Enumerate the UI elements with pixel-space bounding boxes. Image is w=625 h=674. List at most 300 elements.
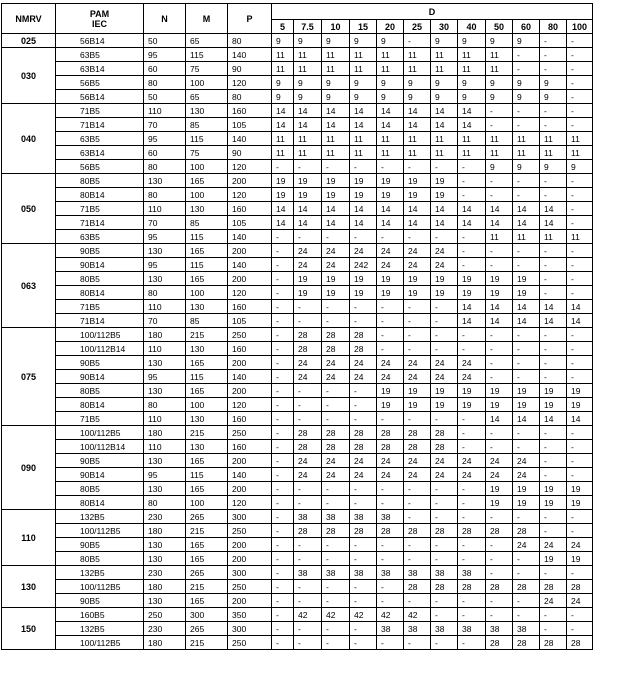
d-value-cell: 38 [322, 566, 350, 580]
m-cell: 215 [186, 328, 228, 342]
n-cell: 130 [144, 594, 186, 608]
d-value-cell: - [377, 230, 404, 244]
d-value-cell: 14 [377, 118, 404, 132]
n-cell: 60 [144, 62, 186, 76]
d-value-cell: 11 [567, 146, 593, 160]
d-value-cell: 19 [322, 272, 350, 286]
table-row [2, 552, 593, 566]
d-value-cell: - [486, 174, 513, 188]
d-value-cell: 11 [540, 230, 567, 244]
d-value-cell: 19 [431, 398, 458, 412]
d-value-cell: - [272, 636, 294, 650]
d-value-cell: 28 [377, 524, 404, 538]
d-value-cell: 14 [458, 314, 486, 328]
d-value-cell: - [431, 636, 458, 650]
d-value-cell: - [272, 356, 294, 370]
d-value-cell: - [377, 538, 404, 552]
d-value-cell: 38 [404, 566, 431, 580]
d-value-cell: 14 [404, 202, 431, 216]
n-cell: 80 [144, 398, 186, 412]
d-value-cell: 14 [350, 202, 377, 216]
header-d-col: 40 [458, 20, 486, 34]
n-cell: 110 [144, 104, 186, 118]
p-cell: 140 [228, 468, 272, 482]
d-value-cell: - [458, 538, 486, 552]
d-value-cell: 24 [377, 244, 404, 258]
table-row [2, 216, 593, 230]
d-value-cell: - [540, 286, 567, 300]
pam-cell: 100/112B14 [56, 342, 144, 356]
pam-cell: 100/112B5 [56, 636, 144, 650]
d-value-cell: - [567, 510, 593, 524]
d-value-cell: - [567, 34, 593, 48]
table-row [2, 510, 593, 524]
d-value-cell: - [486, 426, 513, 440]
table-row [2, 202, 593, 216]
d-value-cell: 38 [294, 510, 322, 524]
d-value-cell: 19 [486, 272, 513, 286]
p-cell: 250 [228, 524, 272, 538]
d-value-cell: - [513, 62, 540, 76]
d-value-cell: - [404, 482, 431, 496]
d-value-cell: - [272, 244, 294, 258]
d-value-cell: - [458, 328, 486, 342]
p-cell: 120 [228, 188, 272, 202]
nmrv-size-cell: 150 [2, 608, 56, 650]
d-value-cell: - [458, 552, 486, 566]
d-value-cell: - [322, 314, 350, 328]
p-cell: 200 [228, 482, 272, 496]
d-value-cell: 38 [431, 622, 458, 636]
d-value-cell: 24 [322, 258, 350, 272]
d-value-cell: - [272, 440, 294, 454]
p-cell: 120 [228, 76, 272, 90]
header-n: N [144, 4, 186, 34]
d-value-cell: 9 [377, 34, 404, 48]
d-value-cell: 14 [458, 118, 486, 132]
d-value-cell: 24 [513, 468, 540, 482]
table-row [2, 524, 593, 538]
table-row [2, 188, 593, 202]
m-cell: 215 [186, 580, 228, 594]
m-cell: 85 [186, 216, 228, 230]
d-value-cell: 19 [404, 398, 431, 412]
d-value-cell: - [458, 636, 486, 650]
d-value-cell: - [272, 384, 294, 398]
table-row [2, 160, 593, 174]
d-value-cell: - [377, 412, 404, 426]
d-value-cell: 11 [431, 132, 458, 146]
d-value-cell: 24 [431, 468, 458, 482]
d-value-cell: 19 [540, 482, 567, 496]
p-cell: 160 [228, 342, 272, 356]
m-cell: 115 [186, 230, 228, 244]
d-value-cell: - [567, 174, 593, 188]
d-value-cell: 14 [540, 300, 567, 314]
d-value-cell: 19 [458, 286, 486, 300]
d-value-cell: - [567, 62, 593, 76]
m-cell: 165 [186, 594, 228, 608]
d-value-cell: - [272, 580, 294, 594]
d-value-cell: - [567, 454, 593, 468]
d-value-cell: - [513, 118, 540, 132]
pam-cell: 71B5 [56, 104, 144, 118]
d-value-cell: 9 [272, 76, 294, 90]
n-cell: 130 [144, 356, 186, 370]
d-value-cell: - [540, 370, 567, 384]
pam-cell: 100/112B5 [56, 328, 144, 342]
d-value-cell: - [322, 496, 350, 510]
d-value-cell: - [513, 510, 540, 524]
d-value-cell: 14 [513, 314, 540, 328]
d-value-cell: - [404, 510, 431, 524]
d-value-cell: - [431, 608, 458, 622]
d-value-cell: 14 [272, 202, 294, 216]
d-value-cell: - [431, 510, 458, 524]
d-value-cell: 28 [513, 636, 540, 650]
d-value-cell: - [272, 286, 294, 300]
d-value-cell: - [540, 258, 567, 272]
d-value-cell: 19 [322, 188, 350, 202]
d-value-cell: - [377, 482, 404, 496]
table-row [2, 566, 593, 580]
d-value-cell: 24 [350, 454, 377, 468]
m-cell: 115 [186, 48, 228, 62]
d-value-cell: - [540, 328, 567, 342]
d-value-cell: - [513, 594, 540, 608]
m-cell: 75 [186, 146, 228, 160]
d-value-cell: 28 [486, 524, 513, 538]
d-value-cell: 14 [404, 216, 431, 230]
d-value-cell: 14 [377, 216, 404, 230]
d-value-cell: 11 [350, 48, 377, 62]
d-value-cell: - [294, 594, 322, 608]
m-cell: 165 [186, 552, 228, 566]
d-value-cell: 19 [513, 272, 540, 286]
d-value-cell: - [567, 622, 593, 636]
d-value-cell: 28 [350, 440, 377, 454]
d-value-cell: 24 [513, 454, 540, 468]
d-value-cell: - [431, 328, 458, 342]
d-value-cell: 19 [567, 496, 593, 510]
d-value-cell: 38 [322, 510, 350, 524]
d-value-cell: 28 [377, 426, 404, 440]
d-value-cell: - [567, 272, 593, 286]
d-value-cell: 28 [567, 580, 593, 594]
table-row [2, 48, 593, 62]
d-value-cell: - [294, 384, 322, 398]
d-value-cell: 11 [431, 62, 458, 76]
d-value-cell: 9 [486, 90, 513, 104]
n-cell: 230 [144, 622, 186, 636]
n-cell: 95 [144, 258, 186, 272]
d-value-cell: - [567, 188, 593, 202]
table-row [2, 132, 593, 146]
d-value-cell: 14 [567, 412, 593, 426]
d-value-cell: - [458, 412, 486, 426]
d-value-cell: 19 [431, 188, 458, 202]
nmrv-size-cell: 110 [2, 510, 56, 566]
m-cell: 65 [186, 34, 228, 48]
d-value-cell: - [350, 538, 377, 552]
table-row [2, 104, 593, 118]
d-value-cell: 11 [377, 48, 404, 62]
pam-cell: 63B14 [56, 62, 144, 76]
d-value-cell: - [272, 482, 294, 496]
d-value-cell: 9 [513, 90, 540, 104]
m-cell: 100 [186, 398, 228, 412]
d-value-cell: - [350, 314, 377, 328]
d-value-cell: - [486, 244, 513, 258]
n-cell: 180 [144, 580, 186, 594]
d-value-cell: 19 [377, 384, 404, 398]
d-value-cell: 14 [272, 104, 294, 118]
table-row [2, 608, 593, 622]
d-value-cell: 11 [567, 230, 593, 244]
d-value-cell: - [272, 398, 294, 412]
d-value-cell: 11 [294, 132, 322, 146]
d-value-cell: - [431, 300, 458, 314]
d-value-cell: - [486, 342, 513, 356]
d-value-cell: - [404, 412, 431, 426]
d-value-cell: - [377, 552, 404, 566]
d-value-cell: 11 [513, 230, 540, 244]
d-value-cell: 19 [377, 174, 404, 188]
d-value-cell: - [513, 104, 540, 118]
m-cell: 265 [186, 566, 228, 580]
d-value-cell: - [431, 496, 458, 510]
d-value-cell: 24 [377, 356, 404, 370]
header-d-col: 20 [377, 20, 404, 34]
n-cell: 50 [144, 90, 186, 104]
d-value-cell: 28 [540, 636, 567, 650]
d-value-cell: 14 [458, 216, 486, 230]
table-row [2, 412, 593, 426]
p-cell: 90 [228, 62, 272, 76]
d-value-cell: - [486, 258, 513, 272]
d-value-cell: 38 [377, 622, 404, 636]
d-value-cell: 28 [431, 524, 458, 538]
d-value-cell: - [513, 342, 540, 356]
m-cell: 115 [186, 468, 228, 482]
p-cell: 300 [228, 566, 272, 580]
m-cell: 100 [186, 188, 228, 202]
d-value-cell: 19 [486, 384, 513, 398]
d-value-cell: - [272, 566, 294, 580]
pam-cell: 71B5 [56, 300, 144, 314]
d-value-cell: - [294, 398, 322, 412]
m-cell: 100 [186, 160, 228, 174]
d-value-cell: 19 [431, 272, 458, 286]
d-value-cell: 9 [322, 34, 350, 48]
p-cell: 300 [228, 622, 272, 636]
d-value-cell: - [377, 314, 404, 328]
d-value-cell: - [377, 580, 404, 594]
m-cell: 215 [186, 524, 228, 538]
m-cell: 215 [186, 636, 228, 650]
d-value-cell: - [350, 482, 377, 496]
d-value-cell: - [540, 510, 567, 524]
d-value-cell: - [431, 482, 458, 496]
p-cell: 200 [228, 538, 272, 552]
nmrv-size-cell: 050 [2, 174, 56, 244]
d-value-cell: 19 [404, 286, 431, 300]
pam-cell: 63B5 [56, 48, 144, 62]
d-value-cell: 14 [404, 104, 431, 118]
d-value-cell: 19 [404, 384, 431, 398]
d-value-cell: - [458, 510, 486, 524]
p-cell: 105 [228, 314, 272, 328]
d-value-cell: 24 [350, 356, 377, 370]
d-value-cell: 11 [431, 48, 458, 62]
d-value-cell: - [567, 524, 593, 538]
d-value-cell: 24 [322, 356, 350, 370]
d-value-cell: - [540, 244, 567, 258]
pam-cell: 56B14 [56, 34, 144, 48]
d-value-cell: 14 [350, 216, 377, 230]
pam-cell: 63B5 [56, 230, 144, 244]
d-value-cell: 24 [377, 370, 404, 384]
d-value-cell: 9 [322, 90, 350, 104]
d-value-cell: - [431, 412, 458, 426]
d-value-cell: - [322, 538, 350, 552]
d-value-cell: 19 [377, 272, 404, 286]
table-row [2, 468, 593, 482]
d-value-cell: 19 [540, 384, 567, 398]
d-value-cell: 19 [404, 188, 431, 202]
d-value-cell: - [458, 594, 486, 608]
d-value-cell: 14 [431, 216, 458, 230]
d-value-cell: - [404, 230, 431, 244]
p-cell: 200 [228, 356, 272, 370]
p-cell: 200 [228, 552, 272, 566]
d-value-cell: 28 [486, 580, 513, 594]
d-value-cell: - [431, 552, 458, 566]
n-cell: 130 [144, 384, 186, 398]
n-cell: 130 [144, 174, 186, 188]
d-value-cell: 24 [294, 468, 322, 482]
d-value-cell: - [404, 300, 431, 314]
p-cell: 140 [228, 230, 272, 244]
d-value-cell: 24 [540, 538, 567, 552]
d-value-cell: - [458, 174, 486, 188]
d-value-cell: - [513, 174, 540, 188]
d-value-cell: 24 [431, 356, 458, 370]
d-value-cell: 24 [377, 454, 404, 468]
d-value-cell: - [377, 342, 404, 356]
d-value-cell: 14 [350, 118, 377, 132]
p-cell: 120 [228, 398, 272, 412]
d-value-cell: - [486, 552, 513, 566]
d-value-cell: - [486, 104, 513, 118]
m-cell: 165 [186, 454, 228, 468]
nmrv-size-cell: 090 [2, 426, 56, 510]
p-cell: 200 [228, 454, 272, 468]
nmrv-size-cell: 063 [2, 244, 56, 328]
d-value-cell: - [540, 468, 567, 482]
d-value-cell: - [540, 608, 567, 622]
d-value-cell: - [272, 622, 294, 636]
n-cell: 95 [144, 230, 186, 244]
d-value-cell: 42 [322, 608, 350, 622]
d-value-cell: - [486, 328, 513, 342]
d-value-cell: 19 [486, 286, 513, 300]
d-value-cell: 24 [458, 370, 486, 384]
table-row [2, 90, 593, 104]
d-value-cell: - [322, 398, 350, 412]
table-row [2, 426, 593, 440]
table-row [2, 300, 593, 314]
pam-cell: 71B5 [56, 202, 144, 216]
d-value-cell: 14 [458, 300, 486, 314]
d-value-cell: 14 [294, 118, 322, 132]
n-cell: 70 [144, 314, 186, 328]
d-value-cell: 38 [350, 510, 377, 524]
d-value-cell: 19 [322, 174, 350, 188]
d-value-cell: - [567, 342, 593, 356]
pam-cell: 80B14 [56, 398, 144, 412]
d-value-cell: - [458, 230, 486, 244]
pam-cell: 100/112B5 [56, 524, 144, 538]
d-value-cell: - [458, 342, 486, 356]
table-row [2, 286, 593, 300]
d-value-cell: 24 [294, 454, 322, 468]
d-value-cell: 19 [513, 398, 540, 412]
d-value-cell: 11 [404, 132, 431, 146]
d-value-cell: 14 [486, 314, 513, 328]
d-value-cell: 9 [513, 34, 540, 48]
d-value-cell: 28 [431, 440, 458, 454]
pam-cell: 90B5 [56, 594, 144, 608]
header-d-col: 15 [350, 20, 377, 34]
p-cell: 160 [228, 300, 272, 314]
d-value-cell: - [294, 482, 322, 496]
d-value-cell: - [567, 286, 593, 300]
nmrv-size-cell: 075 [2, 328, 56, 426]
d-value-cell: - [431, 342, 458, 356]
table-row [2, 244, 593, 258]
pam-cell: 80B5 [56, 384, 144, 398]
d-value-cell: 24 [350, 244, 377, 258]
d-value-cell: 14 [540, 202, 567, 216]
d-value-cell: 19 [486, 482, 513, 496]
table-row [2, 62, 593, 76]
d-value-cell: 28 [294, 342, 322, 356]
d-value-cell: 9 [486, 160, 513, 174]
d-value-cell: 9 [486, 76, 513, 90]
d-value-cell: 14 [567, 314, 593, 328]
n-cell: 95 [144, 370, 186, 384]
d-value-cell: - [294, 552, 322, 566]
d-value-cell: - [350, 622, 377, 636]
n-cell: 70 [144, 216, 186, 230]
m-cell: 165 [186, 356, 228, 370]
n-cell: 95 [144, 132, 186, 146]
n-cell: 180 [144, 636, 186, 650]
d-value-cell: 42 [350, 608, 377, 622]
d-value-cell: - [540, 272, 567, 286]
d-value-cell: 28 [567, 636, 593, 650]
d-value-cell: - [513, 328, 540, 342]
d-value-cell: 14 [294, 216, 322, 230]
header-m: M [186, 4, 228, 34]
p-cell: 250 [228, 426, 272, 440]
d-value-cell: 14 [513, 412, 540, 426]
d-value-cell: 24 [404, 356, 431, 370]
n-cell: 250 [144, 608, 186, 622]
d-value-cell: - [294, 622, 322, 636]
d-value-cell: - [540, 342, 567, 356]
